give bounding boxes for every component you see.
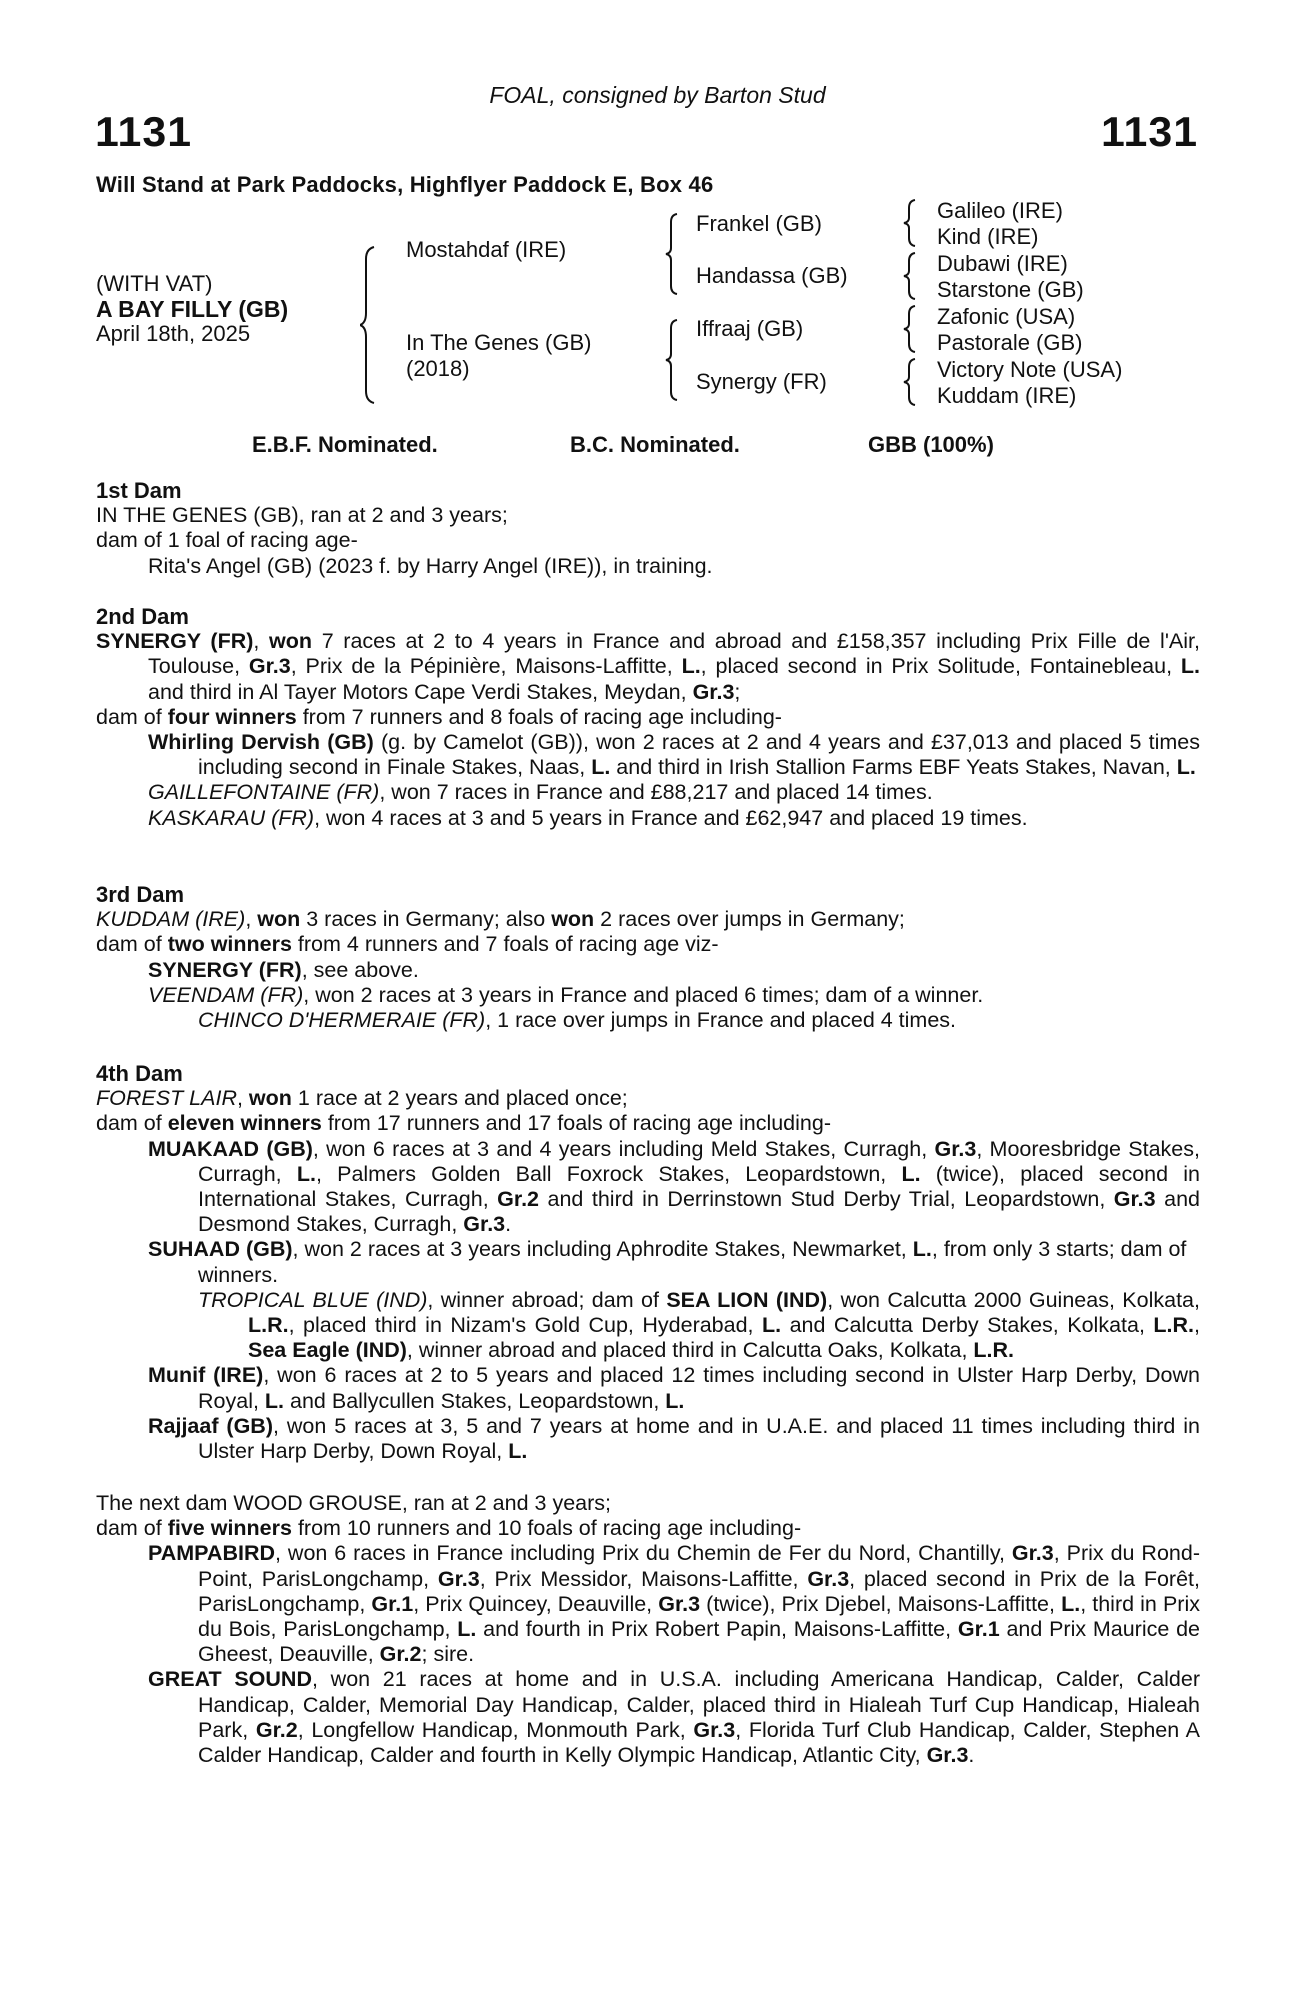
race-text: (twice), placed second in International Stakes, Curragh, xyxy=(198,1161,1200,1212)
lot-name: A BAY FILLY (GB) xyxy=(96,296,289,322)
produce-summary xyxy=(96,1111,1200,1136)
first-dam-summary: IN THE GENES (GB), ran at 2 and 3 years; xyxy=(96,503,508,528)
text: from 7 runners and 8 foals of racing age including- xyxy=(296,704,782,729)
dam-year: (2018) xyxy=(406,356,470,381)
race-text: 2 races over jumps in Germany; xyxy=(594,907,905,932)
horse-name: SEA LION (IND) xyxy=(666,1287,828,1312)
produce-entry xyxy=(96,983,1200,1008)
gg-6: Pastorale (GB) xyxy=(937,330,1083,355)
grade: Gr.2 xyxy=(497,1187,540,1212)
horse-name: KUDDAM (IRE) xyxy=(96,907,246,932)
race-text: , placed second in Prix Solitude, Fontainebleau, xyxy=(700,654,1181,679)
race-text: ; xyxy=(734,679,741,704)
horse-name: TROPICAL BLUE (IND) xyxy=(198,1287,428,1312)
section-heading: 3rd Dam xyxy=(96,882,185,907)
grade: L. xyxy=(762,1313,782,1338)
race-text: and Calcutta Derby Stakes, Kolkata, xyxy=(781,1313,1154,1338)
produce-entry xyxy=(96,1541,1200,1667)
grade: L. xyxy=(264,1388,285,1413)
race-text: ; sire. xyxy=(421,1642,475,1667)
race-text: , see above. xyxy=(301,957,419,982)
race-text: , winner abroad and placed third in Calcutta Oaks, Kolkata, xyxy=(406,1338,974,1363)
grade: Gr.3 xyxy=(807,1566,850,1591)
horse-name: SUHAAD (GB) xyxy=(148,1237,293,1262)
horse-name: Rajjaaf (GB) xyxy=(148,1413,273,1438)
won-label: won xyxy=(248,1086,292,1111)
race-text: , third in Prix du Bois, ParisLongchamp, xyxy=(198,1591,1200,1642)
grade: L. xyxy=(1176,755,1196,780)
race-text: and third in Derrinstown Stud Derby Trial, Leopardstown, xyxy=(539,1187,1114,1212)
race-text: and Ballycullen Stakes, Leopardstown, xyxy=(284,1388,666,1413)
grade: Gr.2 xyxy=(255,1717,298,1742)
gg-7: Victory Note (USA) xyxy=(937,357,1123,382)
winners-count: four winners xyxy=(167,704,297,729)
grade: L.R. xyxy=(1153,1313,1195,1338)
horse-name: GREAT SOUND xyxy=(148,1667,312,1692)
dam: In The Genes (GB) xyxy=(406,330,592,355)
section-heading: 2nd Dam xyxy=(96,604,189,629)
grade: Gr.3 xyxy=(934,1136,977,1161)
winners-count: eleven winners xyxy=(167,1111,322,1136)
race-text: . xyxy=(968,1743,975,1768)
race-text: , won 6 races at 2 to 5 years and placed 12 times including second in Ulster Harp Derby, Down Royal, xyxy=(198,1363,1200,1413)
grade: Gr.3 xyxy=(658,1591,701,1616)
race-text: , won 6 races in France including Prix du Chemin de Fer du Nord, Chantilly, xyxy=(275,1541,1012,1566)
grade: Gr.3 xyxy=(437,1566,480,1591)
sire-dam: Handassa (GB) xyxy=(696,263,848,288)
race-text: , winner abroad; dam of xyxy=(427,1287,667,1312)
grade: Gr.3 xyxy=(1113,1187,1156,1212)
race-text: and Prix Maurice de Gheest, Deauville, xyxy=(198,1617,1200,1667)
grade: Gr.1 xyxy=(957,1617,1000,1642)
race-text: and Desmond Stakes, Curragh, xyxy=(198,1187,1200,1237)
third-dam-section xyxy=(96,882,1200,1033)
horse-name: MUAKAAD (GB) xyxy=(148,1136,313,1161)
text: dam of xyxy=(96,1516,168,1541)
produce-entry xyxy=(96,1363,1200,1413)
foaling-date: April 18th, 2025 xyxy=(96,321,251,346)
text: , xyxy=(245,907,258,932)
horse-name: VEENDAM (FR) xyxy=(148,982,304,1007)
produce-entry xyxy=(96,958,1200,983)
produce-entry xyxy=(96,1414,1200,1464)
race-text: , Florida Turf Club Handicap, Calder, Stephen A Calder Handicap, Calder and fourth in Kelly Olympic Handicap, Atlantic City, xyxy=(198,1717,1201,1768)
section-heading: 4th Dam xyxy=(96,1061,183,1086)
section-heading: 1st Dam xyxy=(96,478,182,503)
gbb-status: GBB (100%) xyxy=(868,432,994,457)
produce-summary xyxy=(96,705,1200,730)
race-text: . xyxy=(505,1212,512,1237)
first-dam-produce: dam of 1 foal of racing age- xyxy=(96,528,358,553)
sire: Mostahdaf (IRE) xyxy=(406,237,567,262)
race-text: 1 race at 2 years and placed once; xyxy=(291,1086,628,1111)
race-text: , Prix du Rond-Point, ParisLongchamp, xyxy=(198,1541,1200,1591)
winners-count: five winners xyxy=(167,1516,292,1541)
horse-name: FOREST LAIR xyxy=(96,1086,237,1111)
produce-entry xyxy=(96,806,1200,831)
race-text: and third in Al Tayer Motors Cape Verdi Stakes, Meydan, xyxy=(148,679,693,704)
lot-number-right: 1131 xyxy=(1100,108,1198,155)
grade: Gr.3 xyxy=(1011,1541,1054,1566)
dam-sire: Iffraaj (GB) xyxy=(696,316,804,341)
fourth-dam-record xyxy=(96,1086,1200,1111)
gg-3: Dubawi (IRE) xyxy=(937,251,1068,276)
grade: L.R. xyxy=(973,1338,1015,1363)
fourth-dam-section xyxy=(96,1061,1200,1464)
race-text: (g. by Camelot (GB)), won 2 races at 2 and 4 years and £37,013 and placed 5 times including second in Finale Stakes, Naas, xyxy=(198,730,1200,780)
race-text: , Mooresbridge Stakes, Curragh, xyxy=(198,1136,1200,1186)
produce-entry xyxy=(96,730,1200,780)
race-text: , Longfellow Handicap, Monmouth Park, xyxy=(297,1717,694,1742)
produce-entry xyxy=(96,780,1200,805)
bc-nomination: B.C. Nominated. xyxy=(570,432,740,457)
text: from 17 runners and 17 foals of racing age including- xyxy=(321,1111,831,1136)
grade: L.R. xyxy=(248,1313,289,1338)
race-text: , placed third in Nizam's Gold Cup, Hyderabad, xyxy=(288,1313,762,1338)
produce-entry xyxy=(96,1667,1200,1768)
horse-name: KASKARAU (FR) xyxy=(148,805,315,830)
vat-note: (WITH VAT) xyxy=(96,271,213,296)
gg-1: Galileo (IRE) xyxy=(937,198,1063,223)
race-text: (twice), Prix Djebel, Maisons-Laffitte, xyxy=(700,1591,1062,1616)
race-text: , won 2 races at 3 years in France and placed 6 times; dam of a winner. xyxy=(303,982,984,1007)
race-text: and fourth in Prix Robert Papin, Maisons-Laffitte, xyxy=(476,1617,958,1642)
grade: L. xyxy=(457,1617,477,1642)
sire-sire: Frankel (GB) xyxy=(696,211,822,236)
race-text: , Prix Messidor, Maisons-Laffitte, xyxy=(479,1566,808,1591)
grade: L. xyxy=(591,755,611,780)
consignor-line: FOAL, consigned by Barton Stud xyxy=(489,82,826,108)
race-text: , won 21 races at home and in U.S.A. including Americana Handicap, Calder, Calder Handicap, Calder, Memorial Day Handicap, Calder, placed third in Hialeah Turf Cup Handicap, Hialeah Park, xyxy=(198,1667,1201,1742)
horse-name: Sea Eagle (IND) xyxy=(248,1338,407,1363)
winners-count: two winners xyxy=(167,932,292,957)
grade: Gr.1 xyxy=(371,1591,414,1616)
produce-entry xyxy=(96,1237,1200,1287)
second-dam-section xyxy=(96,604,1200,831)
horse-name: GAILLEFONTAINE (FR) xyxy=(148,780,380,805)
horse-name: Munif (IRE) xyxy=(148,1363,264,1388)
text: dam of xyxy=(96,1111,168,1136)
race-text: 3 races in Germany; also xyxy=(300,907,552,932)
second-dam-record: SYNERGY (FR), won 7 races at 2 to 4 years in France and abroad and £158,357 including Prix Fille de l'Air, Toulouse, Gr.3, Prix de la Pépinière, Maisons-Laffitte, L., placed second in Prix Solitude, Fontainebleau, L. and third in Al Tayer Motors Cape Verdi Stakes, Meydan, Gr.3; xyxy=(96,629,1200,704)
race-text: , won 2 races at 3 years including Aphrodite Stakes, Newmarket, xyxy=(292,1237,913,1262)
race-text: , 1 race over jumps in France and placed 4 times. xyxy=(485,1008,957,1033)
grade: Gr.2 xyxy=(379,1642,422,1667)
text: dam of xyxy=(96,704,168,729)
race-text: , won 5 races at 3, 5 and 7 years at home and in U.A.E. and placed 11 times including third in Ulster Harp Derby, Down Royal, xyxy=(198,1413,1200,1464)
braces-gg xyxy=(903,198,923,418)
brace-sire xyxy=(665,212,685,296)
produce-entry xyxy=(96,1288,1200,1364)
grade: Gr.3 xyxy=(926,1743,969,1768)
grade: L. xyxy=(912,1237,932,1262)
race-text: , Prix Quincey, Deauville, xyxy=(413,1591,659,1616)
grade: L. xyxy=(508,1439,528,1464)
race-text: , won Calcutta 2000 Guineas, Kolkata, xyxy=(827,1287,1200,1312)
race-text: , won 6 races at 3 and 4 years including Meld Stakes, Curragh, xyxy=(312,1136,935,1161)
race-text: , won 4 races at 3 and 5 years in France and £62,947 and placed 19 times. xyxy=(314,805,1028,830)
text: dam of xyxy=(96,932,168,957)
grade: L. xyxy=(1180,654,1200,679)
produce-summary xyxy=(96,932,1200,957)
lot-number-left: 1131 xyxy=(95,108,193,155)
race-text: , won 7 races in France and £88,217 and placed 14 times. xyxy=(379,780,933,805)
gg-5: Zafonic (USA) xyxy=(937,304,1076,329)
text: , xyxy=(236,1086,249,1111)
produce-entry xyxy=(96,1008,1200,1033)
stand-location: Will Stand at Park Paddocks, Highflyer Paddock E, Box 46 xyxy=(96,172,714,197)
won-label: won xyxy=(257,907,301,932)
gg-8: Kuddam (IRE) xyxy=(937,383,1077,408)
grade: Gr.3 xyxy=(692,679,735,704)
next-dam-section xyxy=(96,1491,1200,1768)
race-text: , from only 3 starts; dam of winners. xyxy=(198,1237,1187,1287)
grade: Gr.3 xyxy=(693,1717,736,1742)
race-text: , Palmers Golden Ball Foxrock Stakes, Leopardstown, xyxy=(315,1161,902,1186)
gg-2: Kind (IRE) xyxy=(937,224,1039,249)
pedigree-brace-main xyxy=(360,245,390,405)
next-dam-record: The next dam WOOD GROUSE, ran at 2 and 3 years; xyxy=(96,1491,612,1515)
horse-name: PAMPABIRD xyxy=(148,1541,276,1566)
race-text: , Prix de la Pépinière, Maisons-Laffitte, xyxy=(290,654,682,679)
grade: L. xyxy=(681,654,701,679)
text: from 10 runners and 10 foals of racing age including- xyxy=(291,1516,802,1541)
produce-entry: Rita's Angel (GB) (2023 f. by Harry Angel (IRE)), in training. xyxy=(148,553,713,578)
grade: Gr.3 xyxy=(463,1212,506,1237)
horse-name: SYNERGY (FR) xyxy=(96,629,254,654)
ebf-nomination: E.B.F. Nominated. xyxy=(252,432,438,457)
produce-entry xyxy=(96,1137,1200,1238)
grade: Gr.3 xyxy=(248,654,291,679)
race-text: and third in Irish Stallion Farms EBF Yeats Stakes, Navan, xyxy=(610,755,1177,780)
gg-4: Starstone (GB) xyxy=(937,277,1084,302)
horse-name: CHINCO D'HERMERAIE (FR) xyxy=(198,1008,486,1033)
race-text: , placed second in Prix de la Forêt, ParisLongchamp, xyxy=(198,1566,1200,1616)
grade: L. xyxy=(665,1388,685,1413)
grade: L. xyxy=(1061,1591,1081,1616)
text: from 4 runners and 7 foals of racing age viz- xyxy=(291,932,719,957)
won-label: won xyxy=(551,907,595,932)
dam-dam: Synergy (FR) xyxy=(696,369,827,394)
race-text: , xyxy=(1194,1313,1200,1338)
first-dam-section xyxy=(96,478,1200,579)
grade: L. xyxy=(901,1161,921,1186)
horse-name: Whirling Dervish (GB) xyxy=(148,730,374,755)
grade: L. xyxy=(296,1161,316,1186)
third-dam-record xyxy=(96,907,1200,932)
brace-dam xyxy=(665,318,685,402)
race-text: 7 races at 2 to 4 years in France and abroad and £158,357 including Prix Fille de l'Air, Toulouse, xyxy=(148,629,1200,679)
won-label: won xyxy=(269,629,313,654)
horse-name: SYNERGY (FR) xyxy=(148,957,302,982)
produce-summary xyxy=(96,1516,1200,1541)
